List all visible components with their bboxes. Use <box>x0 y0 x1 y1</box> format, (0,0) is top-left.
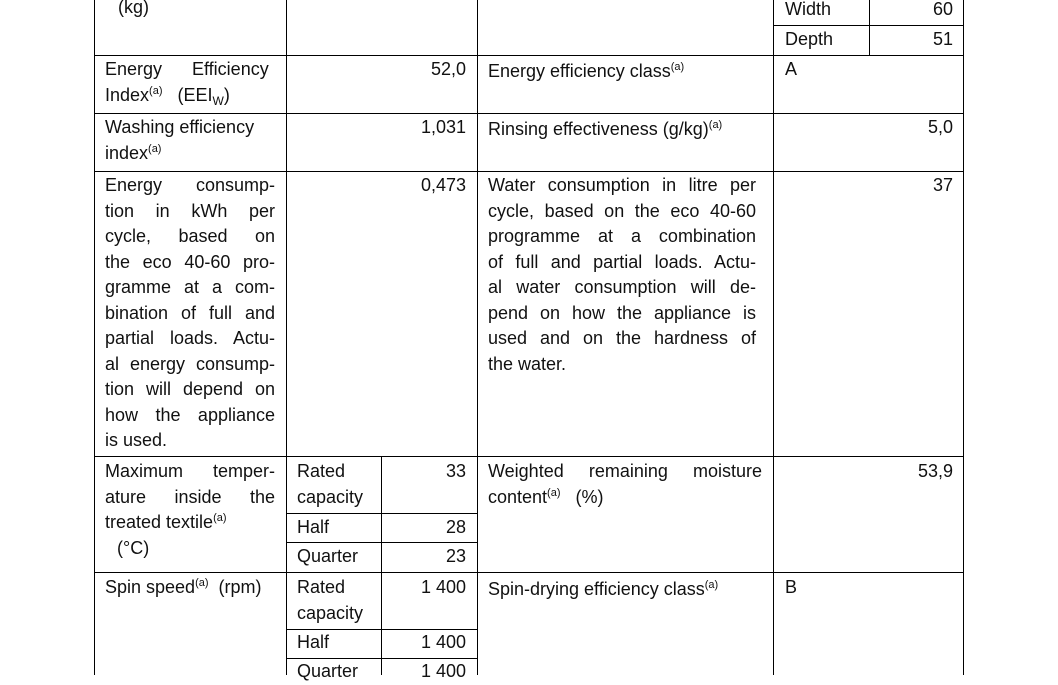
eei-value: 52,0 <box>430 59 466 79</box>
moisture-label-line2: content$^{(a)}$ (%) <box>488 487 604 507</box>
row-divider <box>94 572 964 573</box>
temp-rated-value: 33 <box>445 461 466 481</box>
row-divider <box>94 55 964 56</box>
eei-label-word2: Efficiency <box>192 59 269 79</box>
washing-label-line1: Washing efficiency <box>105 117 255 137</box>
temp-rated-line2: capacity <box>297 487 364 507</box>
column-divider <box>477 0 478 675</box>
rinsing-value: 5,0 <box>927 117 953 137</box>
spin-rated-line2: capacity <box>297 603 364 623</box>
row-divider <box>94 456 964 457</box>
water-consumption-label: Water consumption in litre per cycle, based on the eco 40-60 programme at a combination of full and partial loads. Actu- al water consumption will de- pend on how the appliance is used and on the hardness of the water. <box>488 175 756 374</box>
width-label: Width <box>785 0 832 19</box>
temperature-label: Maximum temper- ature inside the treated textile$^{(a)}$ (°C) <box>105 461 275 558</box>
capacity-unit: (kg) <box>118 0 149 17</box>
moisture-value: 53,9 <box>917 461 953 481</box>
spin-rated-line1: Rated <box>297 577 346 597</box>
energy-class-value: A <box>785 59 798 79</box>
temp-quarter-value: 23 <box>445 546 466 566</box>
spin-class-value: B <box>785 577 798 597</box>
energy-consumption-value: 0,473 <box>420 175 466 195</box>
moisture-label-line1: Weighted remaining moisture <box>488 461 762 481</box>
temp-half-label: Half <box>297 517 330 537</box>
energy-consumption-label: Energy consump- tion in kWh per cycle, based on the eco 40-60 pro- gramme at a com- bination of full and partial loads. Actu- al energy consump- tion will depend on how the appliance is used. <box>105 175 275 450</box>
spin-half-label: Half <box>297 632 330 652</box>
column-divider <box>381 456 382 675</box>
spin-quarter-value: 1 400 <box>420 661 466 681</box>
spin-quarter-label: Quarter <box>297 661 359 681</box>
spin-half-value: 1 400 <box>420 632 466 652</box>
depth-value: 51 <box>932 29 953 49</box>
temp-rated-line1: Rated <box>297 461 346 481</box>
eei-label-word1: Energy <box>105 59 163 79</box>
column-divider <box>94 0 95 675</box>
water-consumption-value: 37 <box>932 175 953 195</box>
row-divider <box>94 113 964 114</box>
energy-class-label: Energy efficiency class$^{(a)}$ <box>488 61 685 81</box>
temp-quarter-label: Quarter <box>297 546 359 566</box>
row-divider <box>94 171 964 172</box>
rinsing-label: Rinsing effectiveness $(g/kg)^{(a)}$ <box>488 119 723 139</box>
eei-label-line2: Index$^{(a)}$ $(EEI_W)$ <box>105 85 230 108</box>
depth-label: Depth <box>785 29 834 49</box>
spin-speed-label: Spin speed$^{(a)}$ (rpm) <box>105 577 262 597</box>
column-divider <box>869 0 870 56</box>
column-divider <box>963 0 964 675</box>
column-divider <box>286 0 287 675</box>
width-value: 60 <box>932 0 953 19</box>
washing-label-line2: index$^{(a)}$ <box>105 143 162 163</box>
column-divider <box>773 0 774 675</box>
temp-half-value: 28 <box>445 517 466 537</box>
spin-rated-value: 1 400 <box>420 577 466 597</box>
washing-value: 1,031 <box>420 117 466 137</box>
spin-class-label: Spin-drying efficiency class$^{(a)}$ <box>488 579 719 599</box>
